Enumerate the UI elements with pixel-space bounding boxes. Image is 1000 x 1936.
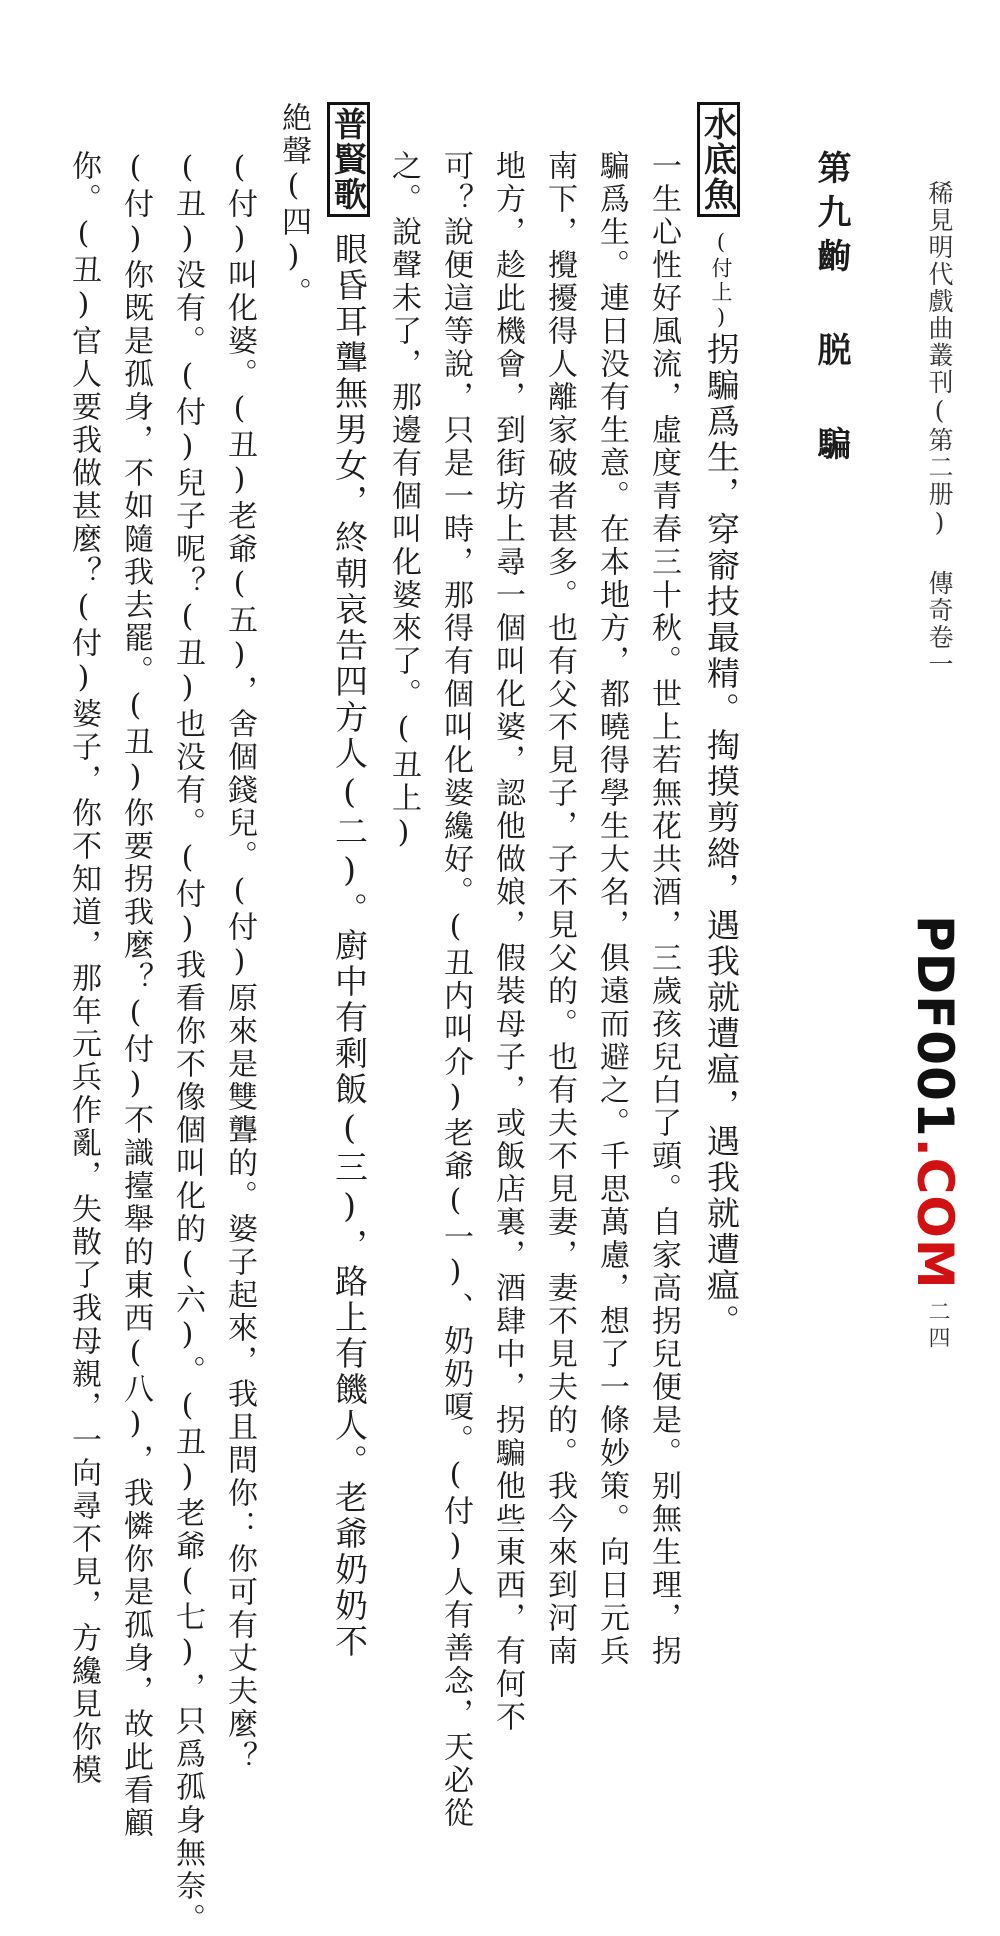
tune-lyric: 拐騙爲生，穿窬技最精。掏摸剪綹，遇我就遭瘟，遇我就遭瘟。 [702, 332, 741, 1340]
text-column-6: 之。說聲未了，那邊有個叫化婆來了。(丑上) [386, 150, 421, 853]
text-column-2: 騙爲生。連日没有生意。在本地方，都曉得學生大名，俱遠而避之。千思萬慮，想了一條妙策。向日元兵 [594, 150, 629, 1668]
running-header: 稀見明代戲曲叢刊(第二册) 傳奇卷一 [925, 180, 954, 678]
page-number: 二四 [925, 1300, 950, 1352]
text-column-4: 地方，趁此機會，到街坊上尋一個叫化婆，認他做娘，假裝母子，或飯店裏，酒肆中，拐騙他些東西，有何不 [490, 150, 525, 1734]
text-column-9: (付)叫化婆。(丑)老爺(五)，舍個錢兒。(付)原來是雙聾的。婆子起來，我且問你：你可有丈夫麼？ [222, 150, 257, 1774]
tune-label-1: 水底魚 [697, 102, 740, 217]
tune-text-1 [702, 230, 741, 1340]
tune-text-2: 眼昏耳聾無男女，終朝哀告四方人(二)。廚中有剩飯(三)，路上有饑人。老爺奶奶不 [330, 232, 369, 1660]
text-column-12: 你。(丑)官人要我做甚麼？(付)婆子，你不知道，那年元兵作亂，失散了我母親，一向尋不見，方纔見你模 [66, 150, 101, 1787]
text-column-11: (付)你既是孤身，不如隨我去罷。(丑)你要拐我麼？(付)不識擡舉的東西(八)，我憐你是孤身，故此看顧 [118, 150, 153, 1840]
text-column-10: (丑)没有。(付)兒子呢？(丑)也没有。(付)我看你不像個叫化的(六)。(丑)老爺(七)，只爲孤身無奈。 [170, 150, 205, 1936]
text-column-5: 可？說便這等說，只是一時，那得有個叫化婆纔好。(丑内叫介)老爺(一)、奶奶嗄。(付)人有善念，天必從 [438, 150, 473, 1830]
chapter-title: 第九齣 脱 騙 [811, 150, 851, 470]
text-column-1: 一生心性好風流，虛度青春三十秋。世上若無花共酒，三歲孩兒白了頭。自家高拐兒便是。别無生理，拐 [646, 150, 681, 1668]
watermark-logo [906, 915, 964, 1290]
watermark-text-domain: .COM [906, 1137, 964, 1290]
stage-cue: (付上) [709, 230, 733, 332]
text-column-8: 絶聲(四)。 [276, 102, 311, 310]
tune-label-2: 普賢歌 [327, 102, 370, 217]
watermark-text-main: PDF001 [906, 915, 964, 1138]
text-column-3: 南下，攪擾得人離家破者甚多。也有父不見子，子不見父的。也有夫不見妻，妻不見夫的。我今來到河南 [542, 150, 577, 1668]
